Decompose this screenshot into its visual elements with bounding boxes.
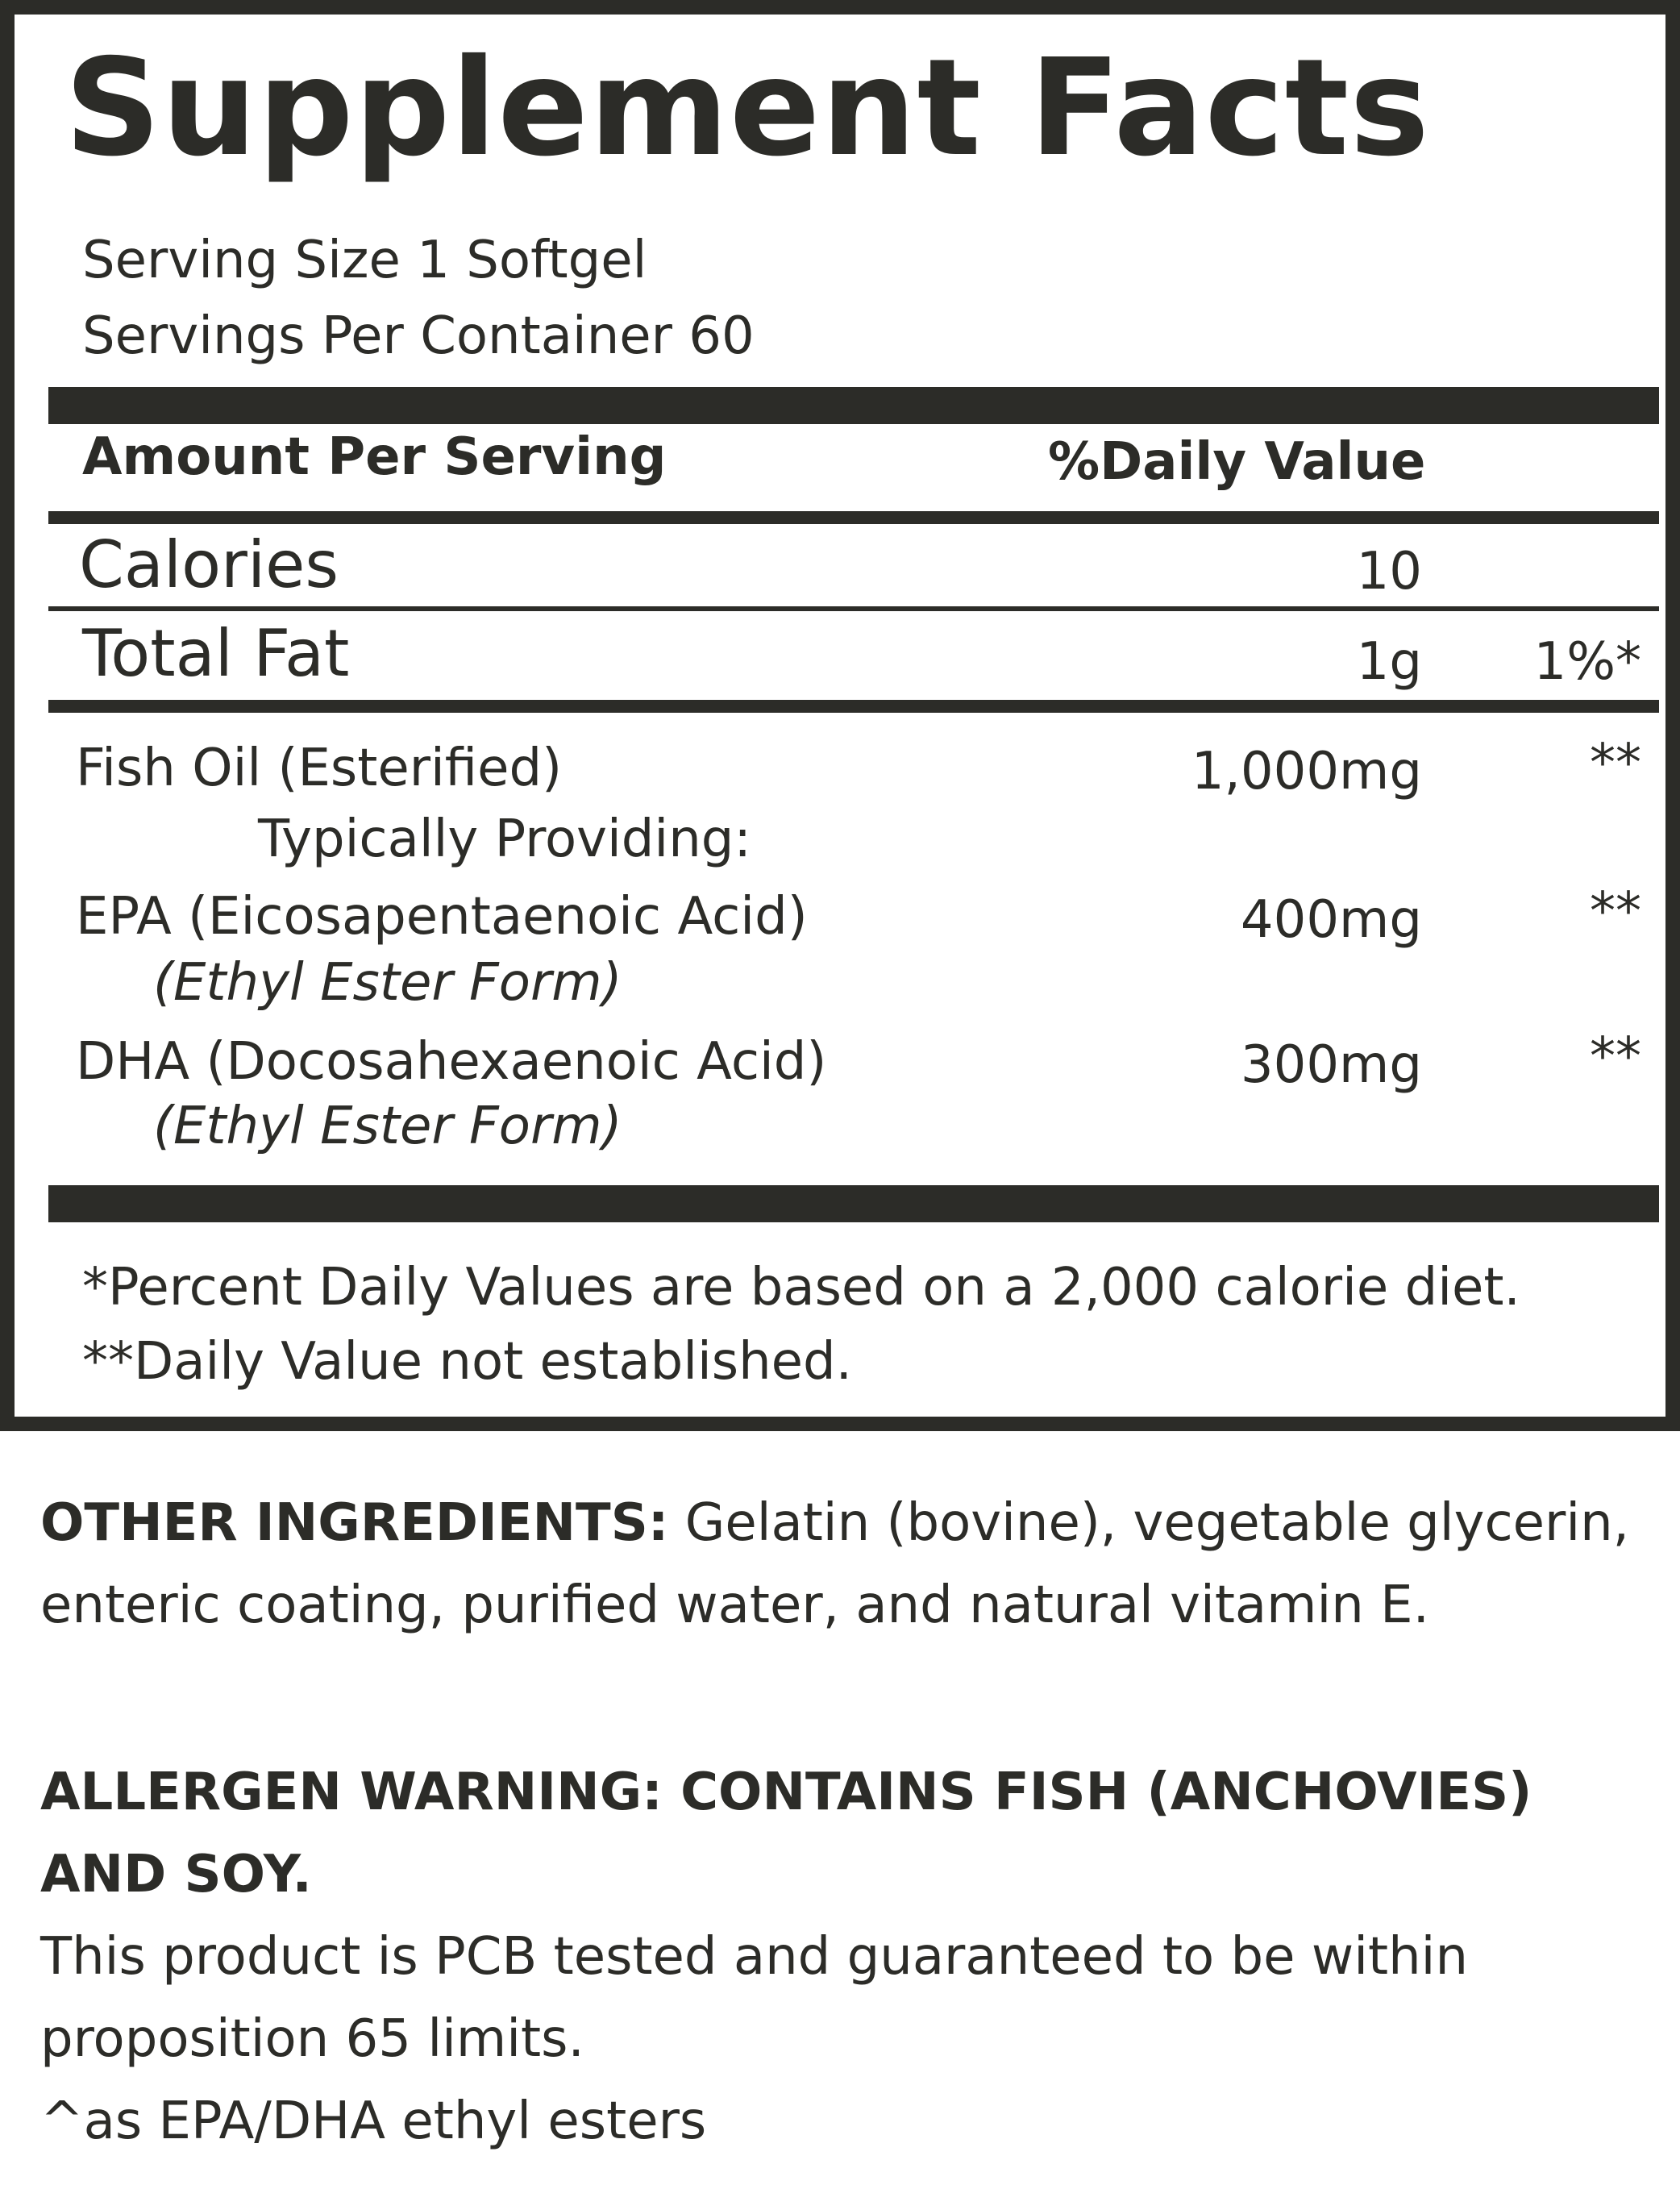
dha-form: (Ethyl Ester Form) bbox=[153, 1097, 622, 1156]
footnote-dv-not-established: **Daily Value not established. bbox=[82, 1332, 852, 1392]
total-fat-amount: 1g bbox=[1356, 632, 1422, 692]
dha-label: DHA (Docosahexaenoic Acid) bbox=[76, 1032, 827, 1092]
epa-amount: 400mg bbox=[1240, 890, 1422, 950]
typically-providing: Typically Providing: bbox=[258, 810, 751, 869]
pcb-statement: This product is PCB tested and guaranteed to be within proposition 65 limits. bbox=[40, 1927, 1468, 2069]
total-fat-label: Total Fat bbox=[82, 616, 350, 691]
epa-form: (Ethyl Ester Form) bbox=[153, 953, 622, 1013]
fish-oil-amount: 1,000mg bbox=[1191, 742, 1422, 801]
serving-size: Serving Size 1 Softgel bbox=[82, 231, 647, 290]
other-ingredients-label: OTHER INGREDIENTS: bbox=[40, 1493, 669, 1553]
panel-title: Supplement Facts bbox=[64, 31, 1430, 186]
calories-label: Calories bbox=[79, 527, 339, 602]
amount-per-serving-header: Amount Per Serving bbox=[82, 427, 667, 487]
epa-dv: ** bbox=[1590, 882, 1641, 942]
servings-per-container: Servings Per Container 60 bbox=[82, 306, 755, 366]
medium-divider bbox=[48, 700, 1659, 713]
thick-divider bbox=[48, 387, 1659, 424]
dha-dv: ** bbox=[1590, 1027, 1641, 1087]
thick-divider bbox=[48, 1185, 1659, 1222]
calories-amount: 10 bbox=[1356, 542, 1422, 601]
other-ingredients bbox=[40, 1482, 1645, 1646]
daily-value-header: %Daily Value bbox=[1048, 432, 1426, 492]
thin-divider bbox=[48, 606, 1659, 611]
fish-oil-label: Fish Oil (Esterified) bbox=[76, 739, 563, 798]
dha-amount: 300mg bbox=[1240, 1035, 1422, 1095]
footnote-percent-dv: *Percent Daily Values are based on a 2,000 calorie diet. bbox=[82, 1258, 1520, 1317]
epa-label: EPA (Eicosapentaenoic Acid) bbox=[76, 887, 808, 947]
medium-divider bbox=[48, 511, 1659, 524]
caret-note: ^as EPA/DHA ethyl esters bbox=[40, 2091, 707, 2151]
fish-oil-dv: ** bbox=[1590, 734, 1641, 793]
other-ingredients-text: Gelatin (bovine), vegetable glycerin, enteric coating, purified water, and natural vitamin E. bbox=[40, 1493, 1629, 1635]
total-fat-dv: 1%* bbox=[1533, 632, 1641, 692]
allergen-warning: ALLERGEN WARNING: CONTAINS FISH (ANCHOVIES) AND SOY. bbox=[40, 1763, 1532, 1904]
